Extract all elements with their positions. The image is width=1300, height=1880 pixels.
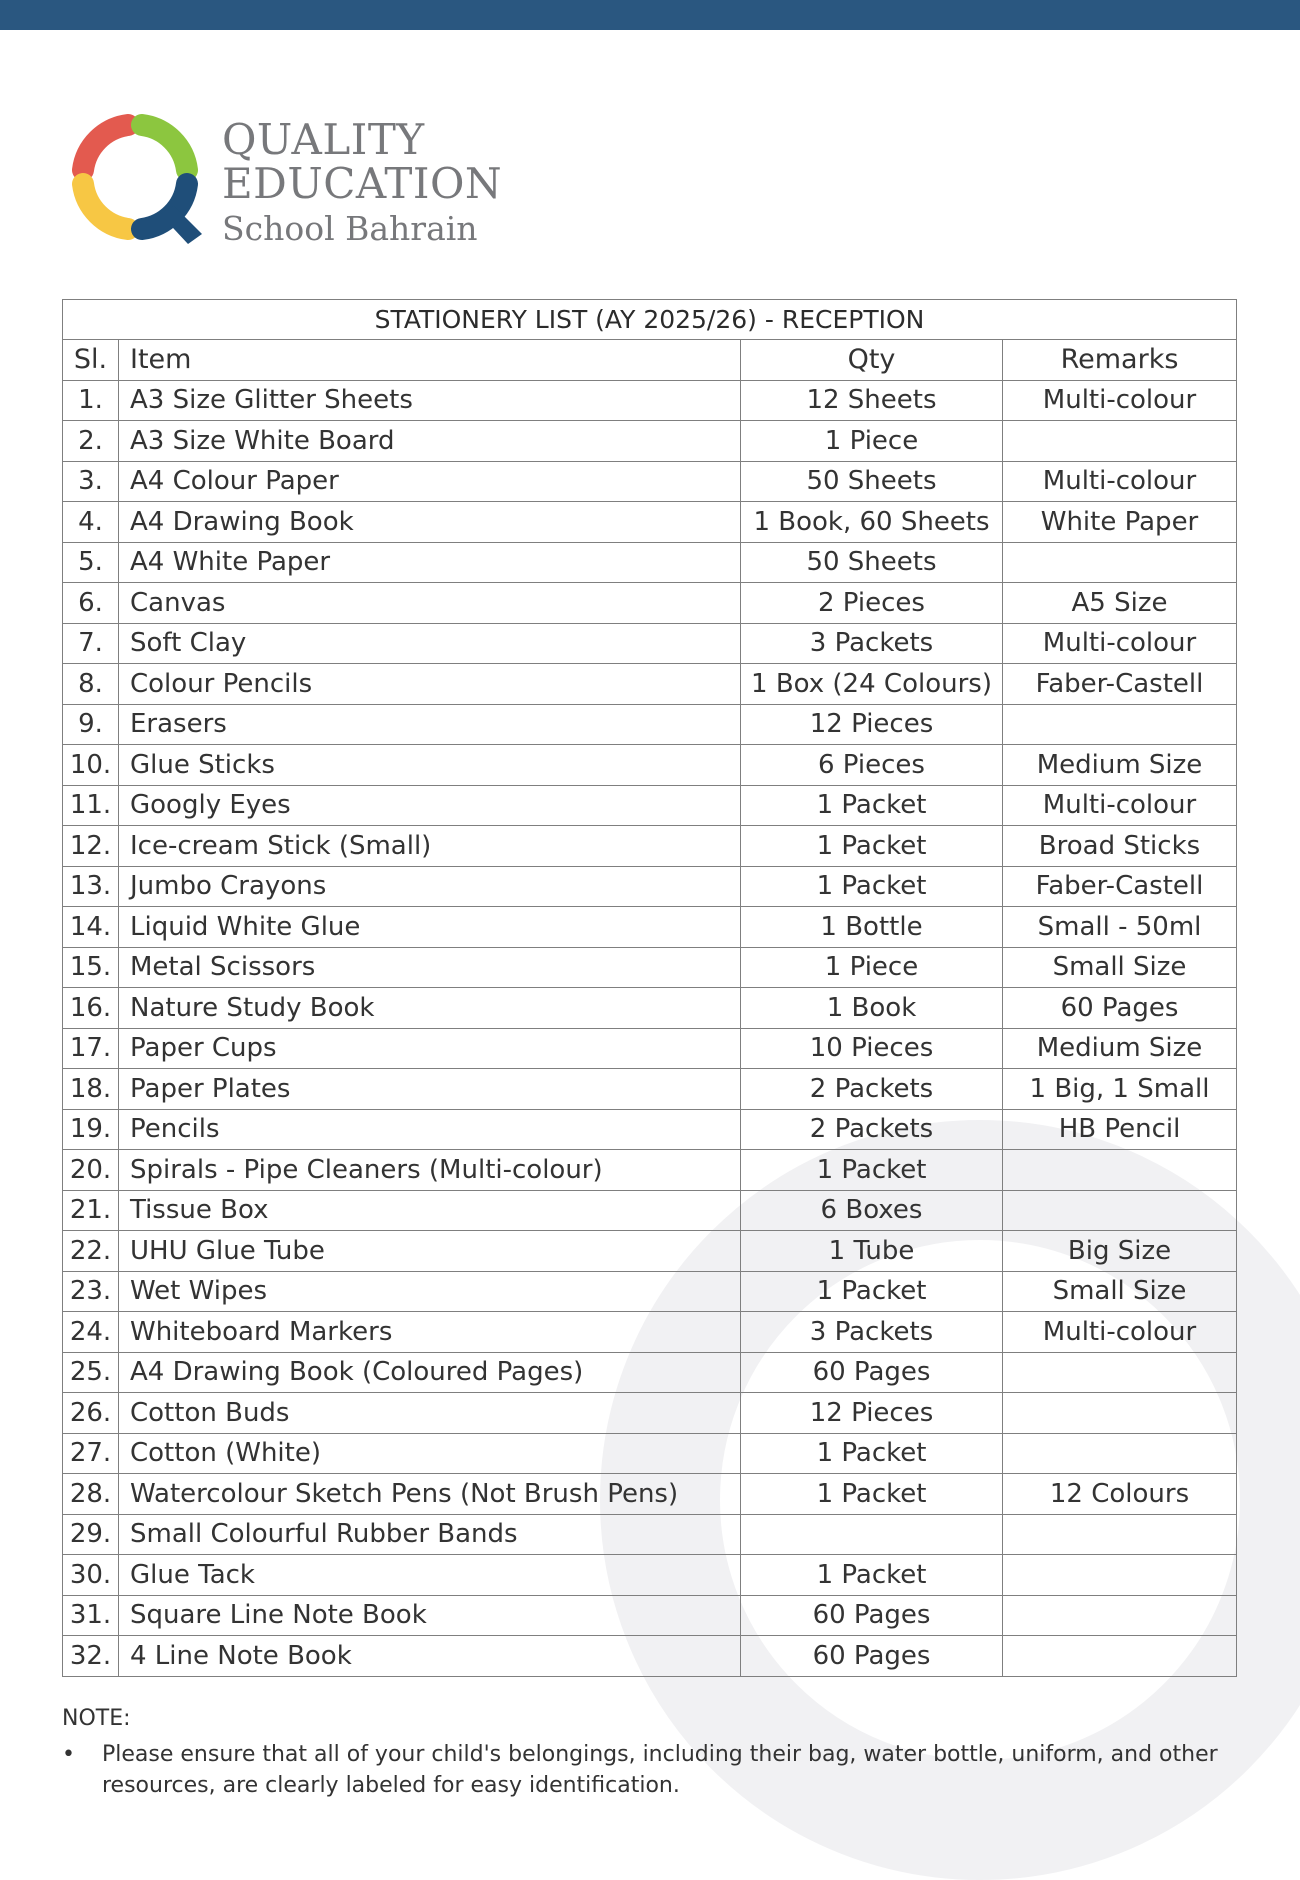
cell-item: Watercolour Sketch Pens (Not Brush Pens) bbox=[119, 1474, 741, 1515]
cell-remarks: Multi-colour bbox=[1003, 380, 1237, 421]
cell-remarks: Small Size bbox=[1003, 1271, 1237, 1312]
table-row bbox=[63, 583, 1237, 624]
table-row bbox=[63, 1271, 1237, 1312]
cell-item: 4 Line Note Book bbox=[119, 1636, 741, 1677]
cell-remarks: Medium Size bbox=[1003, 1028, 1237, 1069]
cell-qty: 6 Pieces bbox=[741, 745, 1003, 786]
cell-remarks: Multi-colour bbox=[1003, 461, 1237, 502]
cell-remarks bbox=[1003, 1150, 1237, 1191]
cell-item: Square Line Note Book bbox=[119, 1595, 741, 1636]
table-row bbox=[63, 947, 1237, 988]
cell-qty: 3 Packets bbox=[741, 1312, 1003, 1353]
cell-item: Soft Clay bbox=[119, 623, 741, 664]
cell-qty: 1 Packet bbox=[741, 1271, 1003, 1312]
table-row bbox=[63, 988, 1237, 1029]
cell-remarks bbox=[1003, 1433, 1237, 1474]
cell-item: A4 Drawing Book bbox=[119, 502, 741, 543]
cell-remarks bbox=[1003, 1393, 1237, 1434]
cell-qty: 1 Packet bbox=[741, 785, 1003, 826]
cell-qty: 1 Packet bbox=[741, 1474, 1003, 1515]
cell-qty: 60 Pages bbox=[741, 1595, 1003, 1636]
brand-name bbox=[222, 115, 503, 250]
cell-qty: 1 Bottle bbox=[741, 907, 1003, 948]
top-bar bbox=[0, 0, 1300, 30]
cell-qty: 50 Sheets bbox=[741, 542, 1003, 583]
cell-remarks: Multi-colour bbox=[1003, 785, 1237, 826]
cell-item: Small Colourful Rubber Bands bbox=[119, 1514, 741, 1555]
table-row bbox=[63, 461, 1237, 502]
cell-remarks bbox=[1003, 1555, 1237, 1596]
cell-sl: 10. bbox=[63, 745, 119, 786]
cell-item: A3 Size Glitter Sheets bbox=[119, 380, 741, 421]
brand-line-2: EDUCATION bbox=[222, 159, 503, 208]
table-row bbox=[63, 502, 1237, 543]
cell-sl: 27. bbox=[63, 1433, 119, 1474]
note-label: NOTE: bbox=[62, 1706, 131, 1731]
cell-item: A4 White Paper bbox=[119, 542, 741, 583]
table-row bbox=[63, 1352, 1237, 1393]
cell-item: Wet Wipes bbox=[119, 1271, 741, 1312]
table-title: STATIONERY LIST (AY 2025/26) - RECEPTION bbox=[63, 300, 1237, 340]
cell-qty bbox=[741, 1514, 1003, 1555]
table-row bbox=[63, 1474, 1237, 1515]
cell-remarks: 1 Big, 1 Small bbox=[1003, 1069, 1237, 1110]
cell-item: Jumbo Crayons bbox=[119, 866, 741, 907]
cell-item: Canvas bbox=[119, 583, 741, 624]
table-row bbox=[63, 704, 1237, 745]
table-row bbox=[63, 421, 1237, 462]
cell-sl: 6. bbox=[63, 583, 119, 624]
cell-qty: 1 Book bbox=[741, 988, 1003, 1029]
cell-remarks: White Paper bbox=[1003, 502, 1237, 543]
table-header-row bbox=[63, 340, 1237, 381]
cell-qty: 60 Pages bbox=[741, 1352, 1003, 1393]
cell-remarks: 12 Colours bbox=[1003, 1474, 1237, 1515]
table-row bbox=[63, 1595, 1237, 1636]
cell-remarks: Multi-colour bbox=[1003, 623, 1237, 664]
cell-sl: 5. bbox=[63, 542, 119, 583]
table-row bbox=[63, 1433, 1237, 1474]
cell-item: A4 Drawing Book (Coloured Pages) bbox=[119, 1352, 741, 1393]
cell-sl: 25. bbox=[63, 1352, 119, 1393]
cell-qty: 1 Packet bbox=[741, 866, 1003, 907]
table-row bbox=[63, 1028, 1237, 1069]
cell-item: Nature Study Book bbox=[119, 988, 741, 1029]
cell-qty: 1 Packet bbox=[741, 1433, 1003, 1474]
cell-item: Metal Scissors bbox=[119, 947, 741, 988]
table-row bbox=[63, 1150, 1237, 1191]
table-row bbox=[63, 785, 1237, 826]
cell-item: Paper Plates bbox=[119, 1069, 741, 1110]
cell-remarks: HB Pencil bbox=[1003, 1109, 1237, 1150]
table-row bbox=[63, 1393, 1237, 1434]
cell-qty: 6 Boxes bbox=[741, 1190, 1003, 1231]
cell-qty: 50 Sheets bbox=[741, 461, 1003, 502]
cell-remarks bbox=[1003, 1190, 1237, 1231]
cell-sl: 9. bbox=[63, 704, 119, 745]
table-row bbox=[63, 1555, 1237, 1596]
cell-qty: 10 Pieces bbox=[741, 1028, 1003, 1069]
table-row bbox=[63, 623, 1237, 664]
school-logo bbox=[60, 102, 210, 252]
table-row bbox=[63, 1514, 1237, 1555]
table-row bbox=[63, 1636, 1237, 1677]
cell-remarks bbox=[1003, 1636, 1237, 1677]
cell-sl: 19. bbox=[63, 1109, 119, 1150]
cell-item: Spirals - Pipe Cleaners (Multi-colour) bbox=[119, 1150, 741, 1191]
logo-yellow-arc bbox=[83, 184, 128, 229]
cell-qty: 1 Piece bbox=[741, 421, 1003, 462]
table-row bbox=[63, 1190, 1237, 1231]
cell-item: Paper Cups bbox=[119, 1028, 741, 1069]
cell-item: Cotton Buds bbox=[119, 1393, 741, 1434]
cell-remarks bbox=[1003, 421, 1237, 462]
table-row bbox=[63, 1109, 1237, 1150]
cell-remarks bbox=[1003, 704, 1237, 745]
table-row bbox=[63, 1312, 1237, 1353]
table-row bbox=[63, 1231, 1237, 1272]
cell-remarks: Faber-Castell bbox=[1003, 866, 1237, 907]
cell-item: A3 Size White Board bbox=[119, 421, 741, 462]
table-row bbox=[63, 664, 1237, 705]
cell-sl: 4. bbox=[63, 502, 119, 543]
cell-sl: 21. bbox=[63, 1190, 119, 1231]
cell-remarks: Big Size bbox=[1003, 1231, 1237, 1272]
cell-remarks: Faber-Castell bbox=[1003, 664, 1237, 705]
cell-remarks bbox=[1003, 1595, 1237, 1636]
cell-item: Glue Tack bbox=[119, 1555, 741, 1596]
cell-qty: 1 Box (24 Colours) bbox=[741, 664, 1003, 705]
cell-item: Cotton (White) bbox=[119, 1433, 741, 1474]
cell-sl: 17. bbox=[63, 1028, 119, 1069]
cell-qty: 2 Packets bbox=[741, 1069, 1003, 1110]
cell-qty: 1 Packet bbox=[741, 826, 1003, 867]
logo-green-arc bbox=[142, 125, 187, 170]
cell-remarks bbox=[1003, 1352, 1237, 1393]
cell-remarks: Small Size bbox=[1003, 947, 1237, 988]
cell-sl: 14. bbox=[63, 907, 119, 948]
cell-remarks: 60 Pages bbox=[1003, 988, 1237, 1029]
cell-remarks: A5 Size bbox=[1003, 583, 1237, 624]
cell-item: Whiteboard Markers bbox=[119, 1312, 741, 1353]
cell-sl: 13. bbox=[63, 866, 119, 907]
header-remarks: Remarks bbox=[1003, 340, 1237, 381]
cell-sl: 18. bbox=[63, 1069, 119, 1110]
cell-sl: 26. bbox=[63, 1393, 119, 1434]
cell-sl: 20. bbox=[63, 1150, 119, 1191]
cell-remarks: Small - 50ml bbox=[1003, 907, 1237, 948]
cell-sl: 30. bbox=[63, 1555, 119, 1596]
note-text: Please ensure that all of your child's belongings, including their bag, water bottle, uniform, and other resources, are clearly labeled for easy identification. bbox=[102, 1742, 1218, 1798]
table-row bbox=[63, 907, 1237, 948]
cell-item: Pencils bbox=[119, 1109, 741, 1150]
brand-line-3: School Bahrain bbox=[222, 209, 478, 248]
cell-qty: 3 Packets bbox=[741, 623, 1003, 664]
header-item: Item bbox=[119, 340, 741, 381]
cell-sl: 3. bbox=[63, 461, 119, 502]
cell-item: Liquid White Glue bbox=[119, 907, 741, 948]
logo-red-arc bbox=[83, 125, 128, 170]
table-title-row bbox=[63, 300, 1237, 340]
cell-item: Erasers bbox=[119, 704, 741, 745]
table-row bbox=[63, 1069, 1237, 1110]
cell-item: A4 Colour Paper bbox=[119, 461, 741, 502]
cell-sl: 8. bbox=[63, 664, 119, 705]
cell-remarks bbox=[1003, 1514, 1237, 1555]
cell-sl: 2. bbox=[63, 421, 119, 462]
table-row bbox=[63, 380, 1237, 421]
bullet-dot: • bbox=[62, 1742, 75, 1767]
cell-sl: 7. bbox=[63, 623, 119, 664]
cell-qty: 2 Packets bbox=[741, 1109, 1003, 1150]
cell-remarks: Multi-colour bbox=[1003, 1312, 1237, 1353]
cell-sl: 15. bbox=[63, 947, 119, 988]
cell-sl: 16. bbox=[63, 988, 119, 1029]
cell-item: Tissue Box bbox=[119, 1190, 741, 1231]
stationery-table bbox=[62, 299, 1237, 1677]
table-row bbox=[63, 866, 1237, 907]
cell-qty: 1 Tube bbox=[741, 1231, 1003, 1272]
cell-sl: 31. bbox=[63, 1595, 119, 1636]
table-row bbox=[63, 826, 1237, 867]
cell-sl: 24. bbox=[63, 1312, 119, 1353]
cell-sl: 28. bbox=[63, 1474, 119, 1515]
cell-sl: 22. bbox=[63, 1231, 119, 1272]
cell-remarks: Medium Size bbox=[1003, 745, 1237, 786]
cell-sl: 11. bbox=[63, 785, 119, 826]
header-qty: Qty bbox=[741, 340, 1003, 381]
cell-item: Ice-cream Stick (Small) bbox=[119, 826, 741, 867]
cell-item: Googly Eyes bbox=[119, 785, 741, 826]
cell-sl: 32. bbox=[63, 1636, 119, 1677]
cell-qty: 2 Pieces bbox=[741, 583, 1003, 624]
cell-qty: 60 Pages bbox=[741, 1636, 1003, 1677]
cell-remarks bbox=[1003, 542, 1237, 583]
brand-line-1: QUALITY bbox=[222, 115, 425, 164]
cell-item: Colour Pencils bbox=[119, 664, 741, 705]
cell-sl: 12. bbox=[63, 826, 119, 867]
cell-item: UHU Glue Tube bbox=[119, 1231, 741, 1272]
cell-qty: 12 Pieces bbox=[741, 1393, 1003, 1434]
table-row bbox=[63, 745, 1237, 786]
cell-qty: 1 Piece bbox=[741, 947, 1003, 988]
cell-sl: 29. bbox=[63, 1514, 119, 1555]
cell-item: Glue Sticks bbox=[119, 745, 741, 786]
cell-qty: 1 Book, 60 Sheets bbox=[741, 502, 1003, 543]
cell-sl: 1. bbox=[63, 380, 119, 421]
cell-remarks: Broad Sticks bbox=[1003, 826, 1237, 867]
cell-sl: 23. bbox=[63, 1271, 119, 1312]
cell-qty: 1 Packet bbox=[741, 1150, 1003, 1191]
cell-qty: 12 Sheets bbox=[741, 380, 1003, 421]
header-sl: Sl. bbox=[63, 340, 119, 381]
table-row bbox=[63, 542, 1237, 583]
cell-qty: 12 Pieces bbox=[741, 704, 1003, 745]
cell-qty: 1 Packet bbox=[741, 1555, 1003, 1596]
